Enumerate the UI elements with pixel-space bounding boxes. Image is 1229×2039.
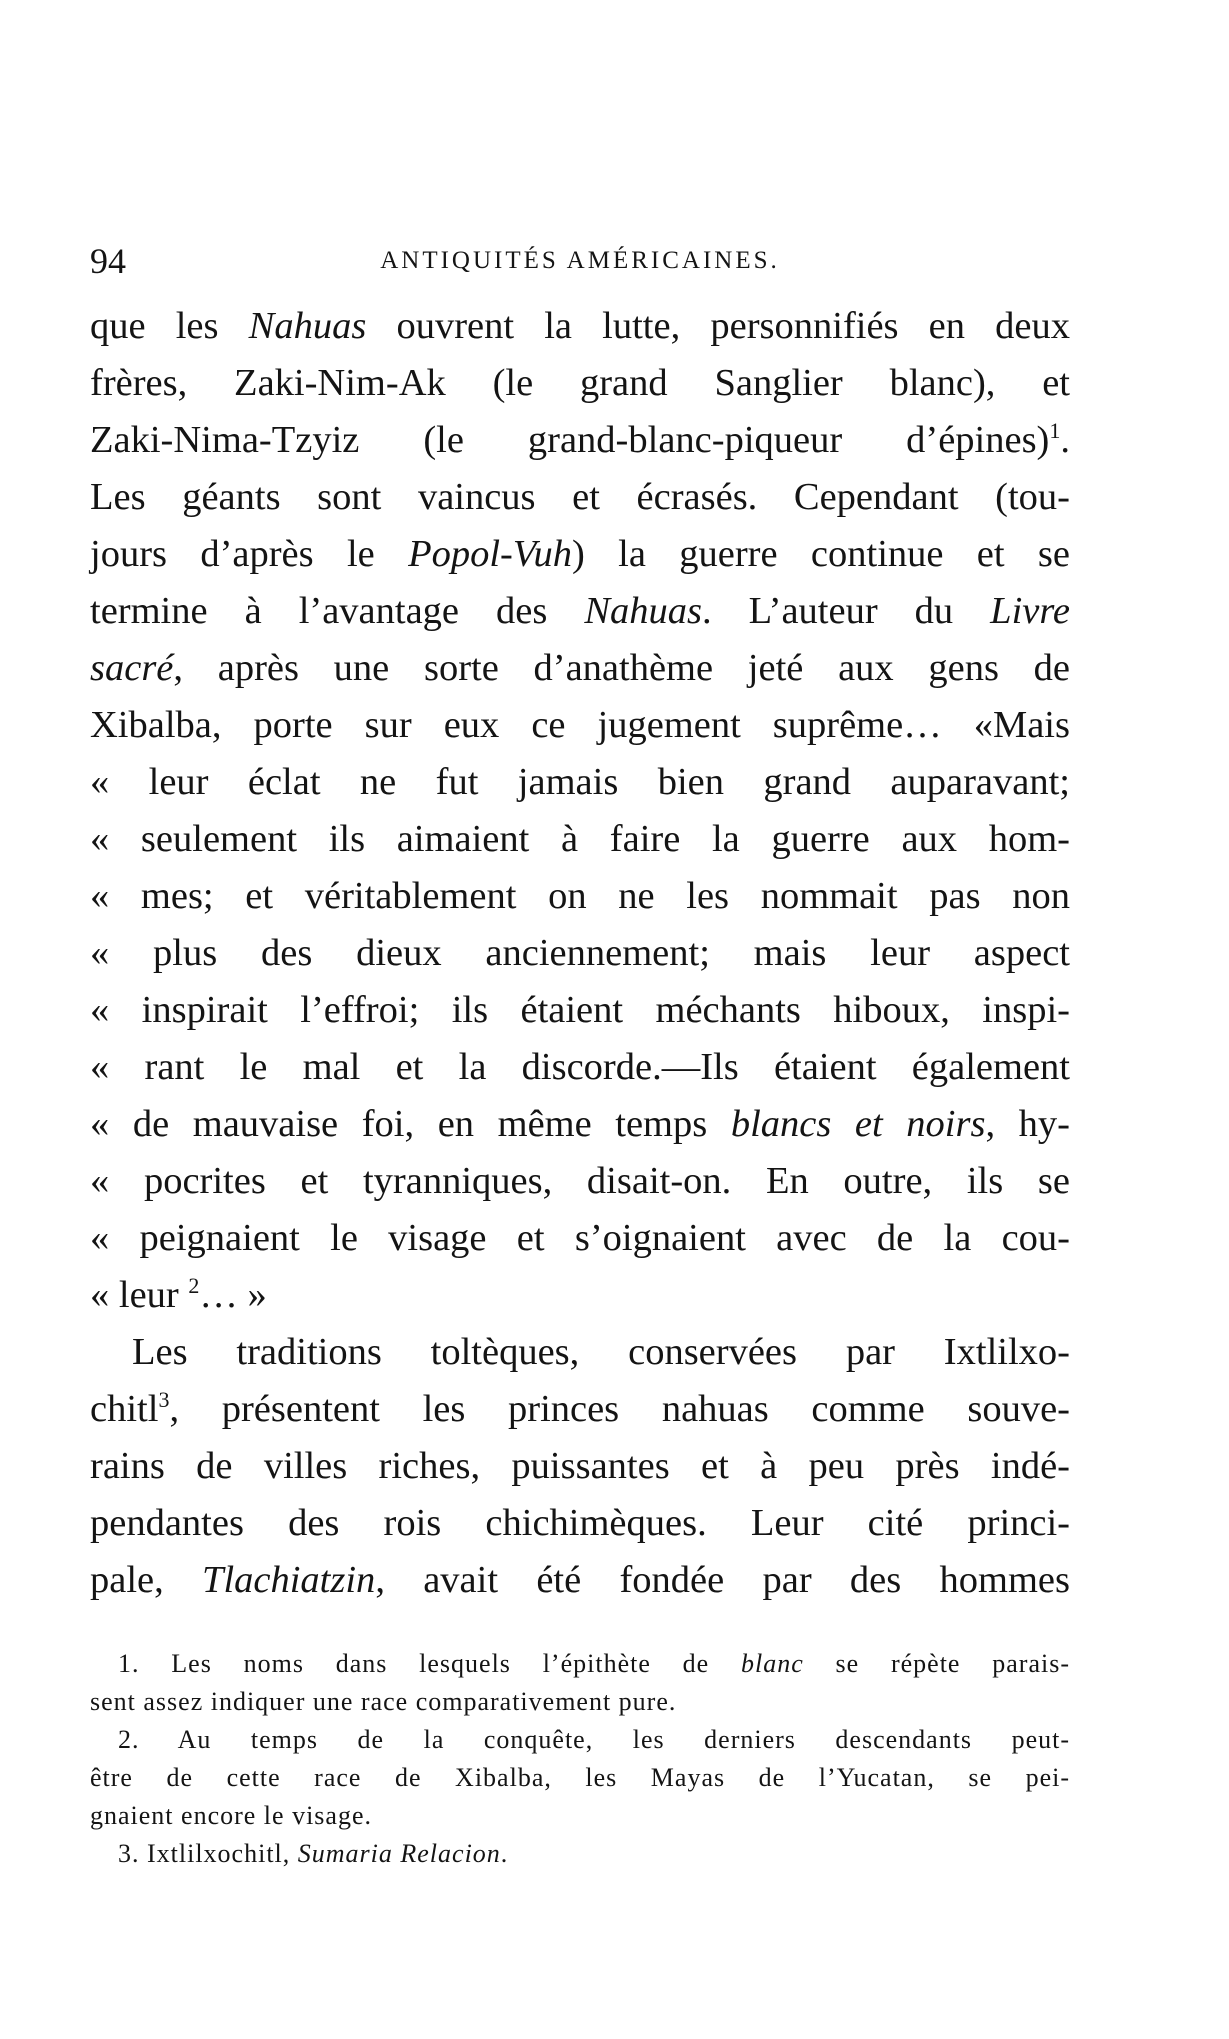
text-line: Les traditions toltèques, conservées par Ixtlilxo- bbox=[132, 1331, 1070, 1373]
text-line: pale, Tlachiatzin, avait été fondée par des hommes bbox=[90, 1559, 1070, 1601]
footnote-2-cont: être de cette race de Xibalba, les Mayas de l’Yucatan, se pei- bbox=[90, 1763, 1070, 1792]
body-text bbox=[90, 298, 1070, 1609]
book-page bbox=[90, 236, 1070, 1873]
text-line: Xibalba, porte sur eux ce jugement suprême… «Mais bbox=[90, 704, 1070, 746]
text-line: Zaki-Nima-Tzyiz (le grand-blanc-piqueur d’épines)$^1$. bbox=[90, 418, 1070, 461]
quote-line: « leur éclat ne fut jamais bien grand auparavant; bbox=[90, 761, 1070, 803]
page-header bbox=[90, 236, 1070, 286]
footnote-ref-1: 1 bbox=[1049, 418, 1061, 444]
text-line: frères, Zaki-Nim-Ak (le grand Sanglier blanc), et bbox=[90, 362, 1070, 404]
text-line: chitl$^3$, présentent les princes nahuas comme souve- bbox=[90, 1387, 1070, 1430]
running-title: ANTIQUITÉS AMÉRICAINES. bbox=[380, 247, 780, 274]
text-line: Les géants sont vaincus et écrasés. Cependant (tou- bbox=[90, 476, 1070, 518]
text-line: sacré, après une sorte d’anathème jeté aux gens de bbox=[90, 647, 1070, 689]
quote-line: « rant le mal et la discorde.—Ils étaient également bbox=[90, 1046, 1070, 1088]
footnote-1: 1. Les noms dans lesquels l’épithète de blanc se répète parais- bbox=[118, 1649, 1070, 1678]
quote-line: « peignaient le visage et s’oignaient avec de la cou- bbox=[90, 1217, 1070, 1259]
quote-line: « pocrites et tyranniques, disait-on. En outre, ils se bbox=[90, 1160, 1070, 1202]
quote-line: « plus des dieux anciennement; mais leur aspect bbox=[90, 932, 1070, 974]
quote-line: « leur $^2$… » bbox=[90, 1273, 267, 1316]
text-line: jours d’après le Popol-Vuh) la guerre continue et se bbox=[90, 533, 1070, 575]
footnote-3: 3. Ixtlilxochitl, Sumaria Relacion. bbox=[118, 1839, 509, 1868]
quote-line: « seulement ils aimaient à faire la guerre aux hom- bbox=[90, 818, 1070, 860]
text-line: termine à l’avantage des Nahuas. L’auteur du Livre bbox=[90, 590, 1071, 632]
paragraph-2 bbox=[90, 1324, 1070, 1609]
quote-line: « inspirait l’effroi; ils étaient méchants hiboux, inspi- bbox=[90, 989, 1070, 1031]
page-number: 94 bbox=[90, 241, 126, 281]
text-line: pendantes des rois chichimèques. Leur cité princi- bbox=[90, 1502, 1070, 1544]
quote-line: « de mauvaise foi, en même temps blancs et noirs, hy- bbox=[90, 1103, 1070, 1145]
text-line: rains de villes riches, puissantes et à peu près indé- bbox=[90, 1445, 1070, 1487]
footnote-2: 2. Au temps de la conquête, les derniers descendants peut- bbox=[118, 1725, 1070, 1754]
footnote-ref-3: 3 bbox=[158, 1387, 170, 1413]
text-line: que les Nahuas ouvrent la lutte, personnifiés en deux bbox=[90, 305, 1071, 347]
paragraph-1 bbox=[90, 298, 1070, 1324]
footnote-2-end: gnaient encore le visage. bbox=[90, 1801, 372, 1830]
footnotes bbox=[90, 1645, 1070, 1873]
footnote-1-cont: sent assez indiquer une race comparativement pure. bbox=[90, 1687, 677, 1716]
footnote-ref-2: 2 bbox=[188, 1273, 200, 1299]
quote-line: « mes; et véritablement on ne les nommait pas non bbox=[90, 875, 1070, 917]
